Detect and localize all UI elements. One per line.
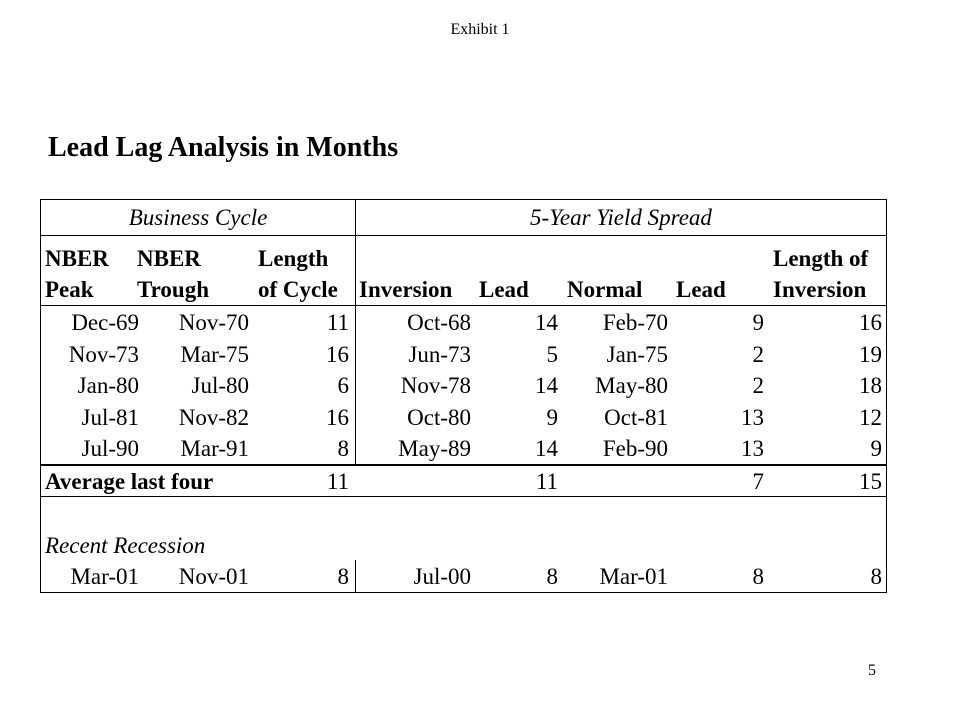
cell-length: 16 [326, 341, 349, 367]
col-header-inversion: Inversion [359, 277, 453, 302]
cell-inversion: Nov-78 [400, 373, 471, 398]
cell-length: 16 [326, 404, 349, 430]
cell-lead-inversion: 14 [535, 310, 558, 335]
cell-lead-inversion: 9 [546, 404, 558, 430]
col-header-length-line2: of Cycle [258, 277, 338, 302]
recent-cell-lead-normal: 8 [752, 564, 764, 589]
recent-cell-length-inv: 8 [870, 564, 882, 589]
divider-under-column-headers [41, 305, 886, 306]
recent-cell-trough: Nov-01 [178, 564, 249, 589]
cell-trough: Jul-80 [191, 373, 249, 398]
divider-above-average [41, 464, 886, 466]
cell-lead-inversion: 5 [546, 341, 558, 367]
cell-length: 6 [337, 373, 349, 398]
page-title: Lead Lag Analysis in Months [48, 132, 399, 163]
recent-recession-label: Recent Recession [45, 533, 206, 558]
col-header-length-line1: Length [258, 246, 329, 271]
recent-cell-length: 8 [337, 564, 349, 589]
cell-peak: Jul-81 [81, 404, 139, 430]
divider-vertical-upper [355, 200, 356, 465]
cell-lead-normal: 2 [752, 373, 764, 398]
cell-length-inv: 18 [859, 373, 882, 398]
cell-trough: Nov-70 [178, 310, 249, 335]
cell-lead-normal: 9 [752, 310, 764, 335]
cell-peak: Jul-90 [81, 436, 139, 461]
cell-length: 8 [337, 436, 349, 461]
cell-inversion: Oct-68 [407, 310, 471, 335]
cell-inversion: May-89 [398, 436, 471, 461]
divider-vertical-lower [355, 560, 356, 592]
cell-peak: Jan-80 [77, 373, 139, 398]
average-length-inv: 15 [859, 469, 882, 494]
col-header-trough-line1: NBER [137, 246, 201, 271]
cell-length-inv: 12 [859, 404, 882, 430]
cell-lead-inversion: 14 [535, 373, 558, 398]
cell-length-inv: 9 [870, 436, 882, 461]
cell-lead-normal: 13 [741, 436, 764, 461]
cell-length-inv: 19 [859, 341, 882, 367]
group-header-yield-spread: 5-Year Yield Spread [530, 205, 712, 230]
cell-peak: Nov-73 [68, 341, 139, 367]
cell-lead-normal: 13 [741, 404, 764, 430]
recent-cell-lead-inversion: 8 [546, 564, 558, 589]
cell-normal: Feb-90 [602, 436, 668, 461]
cell-normal: Oct-81 [604, 404, 668, 430]
average-length: 11 [326, 469, 349, 494]
cell-normal: May-80 [595, 373, 668, 398]
average-label: Average last four [45, 469, 214, 494]
cell-normal: Feb-70 [602, 310, 668, 335]
col-header-length-inv-line2: Inversion [773, 277, 867, 302]
col-header-normal: Normal [567, 277, 643, 302]
group-header-business-cycle: Business Cycle [128, 205, 268, 230]
cell-peak: Dec-69 [71, 310, 139, 335]
cell-length-inv: 16 [859, 310, 882, 335]
cell-trough: Nov-82 [178, 404, 249, 430]
cell-normal: Jan-75 [606, 341, 668, 367]
cell-inversion: Jun-73 [408, 341, 471, 367]
cell-lead-inversion: 14 [535, 436, 558, 461]
col-header-length-inv-line1: Length of [773, 246, 869, 271]
col-header-lead-inversion: Lead [479, 277, 529, 302]
col-header-peak-line1: NBER [45, 246, 109, 271]
cell-length: 11 [326, 310, 349, 335]
cell-inversion: Oct-80 [407, 404, 471, 430]
cell-lead-normal: 2 [752, 341, 764, 367]
exhibit-label: Exhibit 1 [450, 21, 510, 38]
recent-cell-peak: Mar-01 [70, 564, 139, 589]
page-number: 5 [868, 662, 876, 679]
average-lead-inversion: 11 [535, 469, 558, 494]
cell-trough: Mar-75 [180, 341, 249, 367]
divider-under-group-headers [41, 235, 886, 236]
divider-below-average [41, 496, 886, 497]
recent-cell-normal: Mar-01 [599, 564, 668, 589]
col-header-peak-line2: Peak [45, 277, 94, 302]
lead-lag-table [40, 199, 887, 593]
col-header-lead-normal: Lead [676, 277, 726, 302]
recent-cell-inversion: Jul-00 [413, 564, 471, 589]
cell-trough: Mar-91 [180, 436, 249, 461]
col-header-trough-line2: Trough [137, 277, 210, 302]
average-lead-normal: 7 [752, 469, 764, 494]
